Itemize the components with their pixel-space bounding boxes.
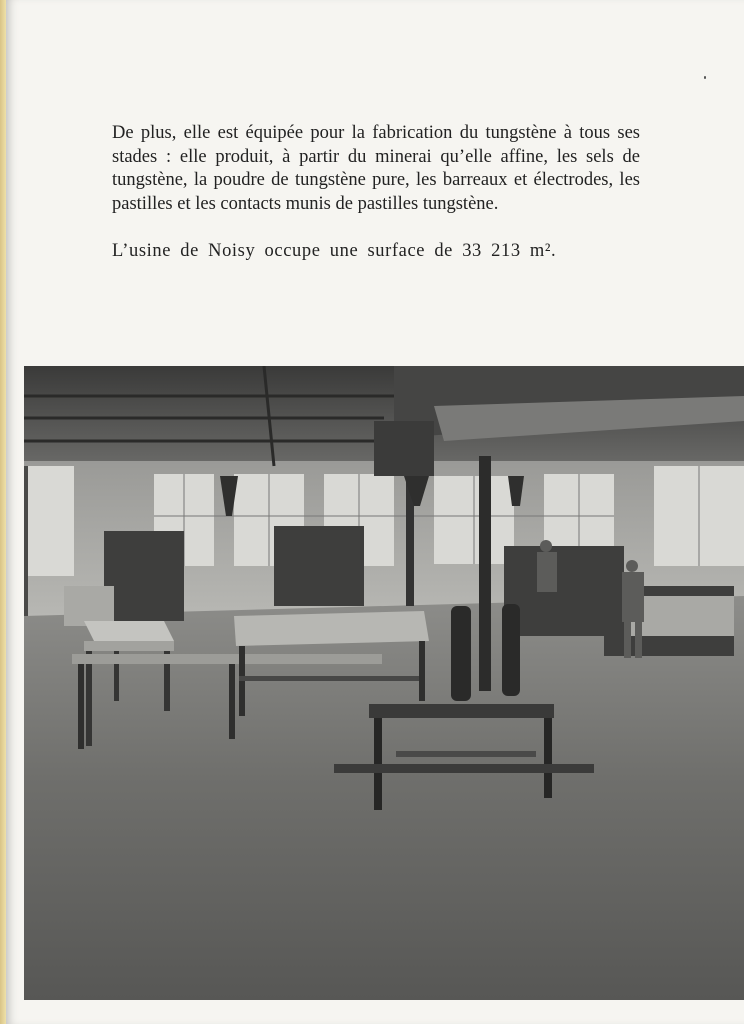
paragraph-factory-surface: L’usine de Noisy occupe une surface de 33 213 m². bbox=[112, 241, 557, 261]
factory-interior-photo bbox=[24, 366, 744, 1000]
duct-section bbox=[374, 421, 434, 476]
factory-photo-illustration bbox=[24, 366, 744, 1000]
body-text bbox=[112, 122, 640, 264]
page-speck bbox=[704, 76, 706, 79]
paragraph-tungsten-production: De plus, elle est équipée pour la fabrication du tungstène à tous ses stades : elle produit, à partir du minerai qu’elle affine, les sels de tungstène, la poudre de tungstène pure, les barreaux et électrodes, les pastilles et les contacts munis de pastilles tungstène. bbox=[112, 123, 640, 214]
photo-left-edge bbox=[24, 466, 28, 616]
steel-column bbox=[479, 456, 491, 691]
